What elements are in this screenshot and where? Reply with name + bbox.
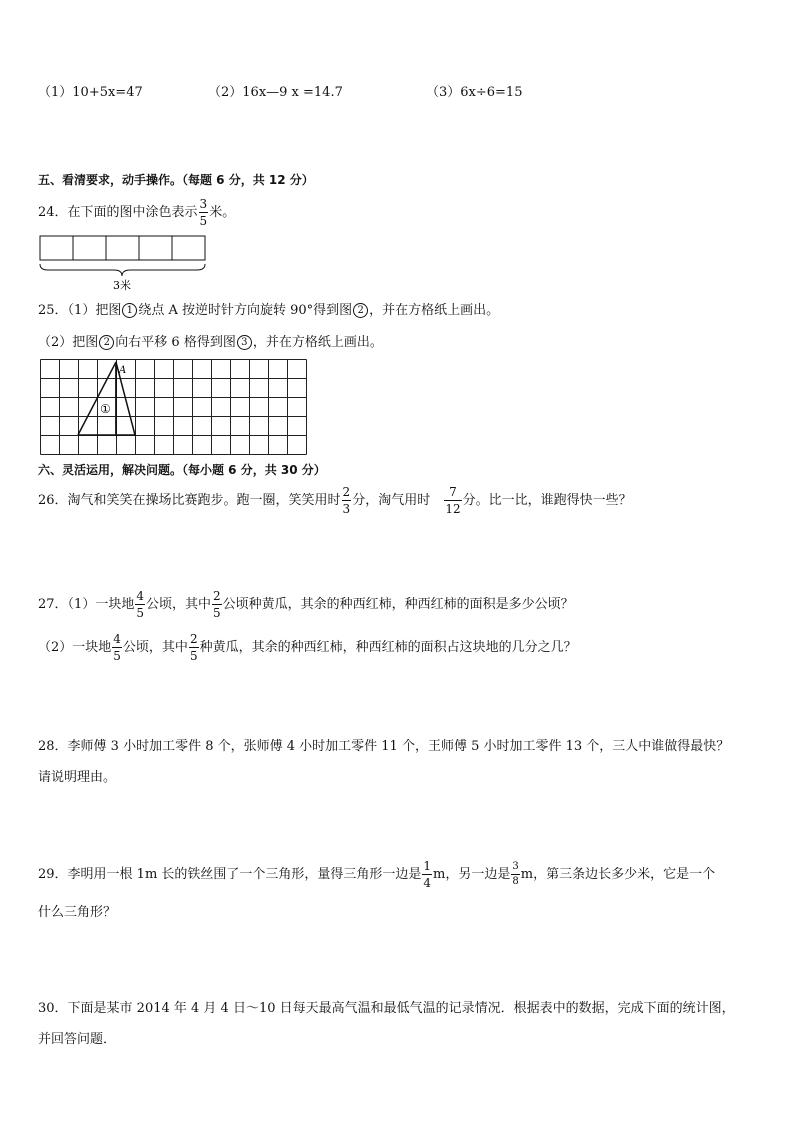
q24-text-prefix: 24．在下面的图中涂色表示: [38, 205, 198, 220]
q27-fraction-4: [189, 633, 199, 662]
q25-text-d: （2）把图: [38, 335, 99, 350]
frac-den: 12: [445, 502, 461, 516]
q25-text-c: ，并在方格纸上画出。: [369, 303, 500, 318]
frac-den: 4: [423, 876, 432, 890]
frac-num: 2: [212, 589, 221, 603]
equation-3: （3）6x÷6=15: [426, 85, 523, 100]
frac-den: 5: [189, 649, 198, 663]
q27-fraction-2: [212, 590, 222, 619]
frac-num: 4: [136, 589, 144, 603]
q26-fraction-1: [342, 486, 352, 515]
strip-cell: [139, 236, 172, 260]
frac-den: 5: [136, 606, 144, 620]
frac-num: 2: [342, 485, 351, 499]
q25-text-e: 向右平移 6 格得到图: [115, 335, 236, 350]
question-25-part-1: [38, 303, 499, 318]
question-27-part-1: [38, 590, 574, 619]
q26-text-c: 分。比一比，谁跑得快一些？: [462, 493, 632, 508]
q26-text-b: 分，淘气用时: [352, 493, 431, 508]
question-30-line-2: 并回答问题．: [38, 1032, 117, 1047]
q27-text-b: 公顷，其中: [145, 597, 211, 612]
figure-2-marker: 2: [99, 335, 114, 350]
frac-num: 1: [423, 859, 432, 873]
q29-fraction-1: [422, 860, 432, 889]
q29-fraction-2: [511, 862, 519, 887]
section-5-heading: 五、看清要求，动手操作。（每题 6 分，共 12 分）: [38, 173, 314, 187]
strip-cells: [40, 236, 205, 260]
frac-den: 5: [113, 649, 121, 663]
strip-cell: [40, 236, 73, 260]
frac-num: 3: [512, 861, 519, 872]
question-30-line-1: 30．下面是某市 2014 年 4 月 4 日～10 日每天最高气温和最低气温的记录情况．根据表中的数据，完成下面的统计图，: [38, 1001, 735, 1016]
figure-1-marker: 1: [122, 303, 137, 318]
q27-text-c: 公顷种黄瓜，其余的种西红柿，种西红柿的面积是多少公顷？: [222, 597, 574, 612]
grid-lines: [41, 360, 307, 455]
q24-fraction: [199, 198, 209, 227]
strip-cell: [172, 236, 205, 260]
frac-num: 2: [189, 632, 198, 646]
q25-text-a: 25．（1）把图: [38, 303, 122, 318]
q27-text-a: 27．（1）一块地: [38, 597, 135, 612]
point-a-label: A: [119, 365, 127, 376]
equation-1: （1）10+5x=47: [38, 85, 143, 100]
q24-text-suffix: 米。: [209, 205, 236, 220]
q27-text-f: 种黄瓜，其余的种西红柿，种西红柿的面积占这块地的几分之几？: [199, 640, 577, 655]
question-28-line-1: 28．李师傅 3 小时加工零件 8 个，张师傅 4 小时加工零件 11 个，王师傅 5 小时加工零件 13 个，三人中谁做得最快？: [38, 739, 730, 754]
question-28-line-2: 请说明理由。: [38, 770, 117, 785]
figure-2-marker: 2: [353, 303, 368, 318]
q25-grid-paper: [40, 359, 308, 457]
brace: [40, 264, 205, 276]
frac-den: 3: [342, 502, 351, 516]
question-26: [38, 486, 632, 515]
q27-fraction-3: [112, 633, 122, 662]
strip-label: 3米: [113, 279, 131, 292]
strip-cell: [106, 236, 139, 260]
question-25-part-2: [38, 335, 383, 350]
frac-num: 4: [113, 632, 121, 646]
q29-text-b: m，另一边是: [433, 867, 511, 882]
q27-text-e: 公顷，其中: [122, 640, 188, 655]
equation-2: （2）16x—9 x =14.7: [208, 85, 343, 100]
q26-text-a: 26．淘气和笑笑在操场比赛跑步。跑一圈，笑笑用时: [38, 493, 341, 508]
question-27-part-2: [38, 633, 577, 662]
q25-text-f: ，并在方格纸上画出。: [252, 335, 383, 350]
frac-den: 8: [512, 876, 519, 887]
figure-1-label: ①: [100, 402, 111, 416]
figure-3-marker: 3: [237, 335, 252, 350]
q27-text-d: （2）一块地: [38, 640, 112, 655]
q26-fraction-2: [444, 486, 461, 515]
question-24: [38, 198, 235, 227]
strip-cell: [73, 236, 106, 260]
frac-num: 7: [449, 485, 457, 499]
q29-text-a: 29．李明用一根 1m 长的铁丝围了一个三角形，量得三角形一边是: [38, 867, 422, 882]
section-6-heading: 六、灵活运用，解决问题。（每小题 6 分，共 30 分）: [38, 463, 326, 477]
q24-strip-figure: [38, 234, 213, 294]
q29-text-c: m，第三条边长多少米，它是一个: [520, 867, 716, 882]
q25-text-b: 绕点 A 按逆时针方向旋转 90°得到图: [138, 303, 353, 318]
question-29-line-2: 什么三角形？: [38, 905, 117, 920]
q24-frac-den: 5: [199, 214, 208, 228]
q24-frac-num: 3: [199, 197, 208, 211]
question-29-line-1: [38, 860, 715, 889]
frac-den: 5: [212, 606, 221, 620]
q27-fraction-1: [135, 590, 145, 619]
